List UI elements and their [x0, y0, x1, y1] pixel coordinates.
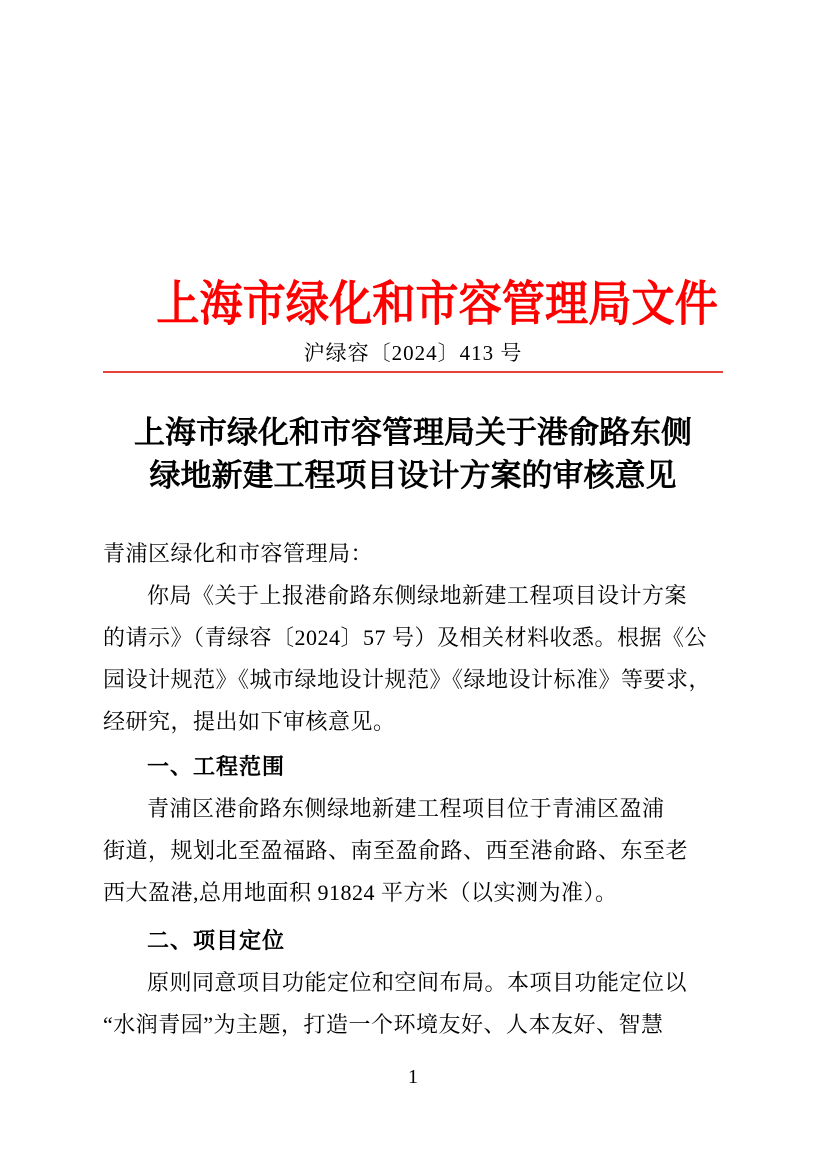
section-1-paragraph: 青浦区港俞路东侧绿地新建工程项目位于青浦区盈浦 街道，规划北至盈福路、南至盈俞路、西至港俞路、东至老 西大盈港,总用地面积 91824 平方米（以实测为准）。: [103, 796, 689, 905]
recipient-salutation: 青浦区绿化和市容管理局：: [103, 541, 374, 566]
document-title: 上海市绿化和市容管理局关于港俞路东侧 绿地新建工程项目设计方案的审核意见: [134, 415, 692, 493]
document-number: 沪绿容〔2024〕413 号: [303, 341, 523, 365]
agency-banner-text: 上海市绿化和市容管理局文件: [156, 278, 718, 331]
red-separator-line: [103, 371, 723, 373]
page-number: 1: [408, 1066, 418, 1088]
document-body: [103, 533, 727, 1046]
section-2-paragraph: 原则同意项目功能定位和空间布局。本项目功能定位以 “水润青园”为主题，打造一个环境友好、人本友好、智慧: [103, 970, 688, 1037]
section-2-heading: 二、项目定位: [147, 928, 286, 953]
section-1-heading: 一、工程范围: [147, 754, 286, 779]
intro-paragraph: 你局《关于上报港俞路东侧绿地新建工程项目设计方案 的请示》（青绿容〔2024〕57 号）及相关材料收悉。根据《公 园设计规范》《城市绿地设计规范》《绿地设计标准》等要求， 经研究，提出如下审核意见。: [103, 583, 712, 734]
